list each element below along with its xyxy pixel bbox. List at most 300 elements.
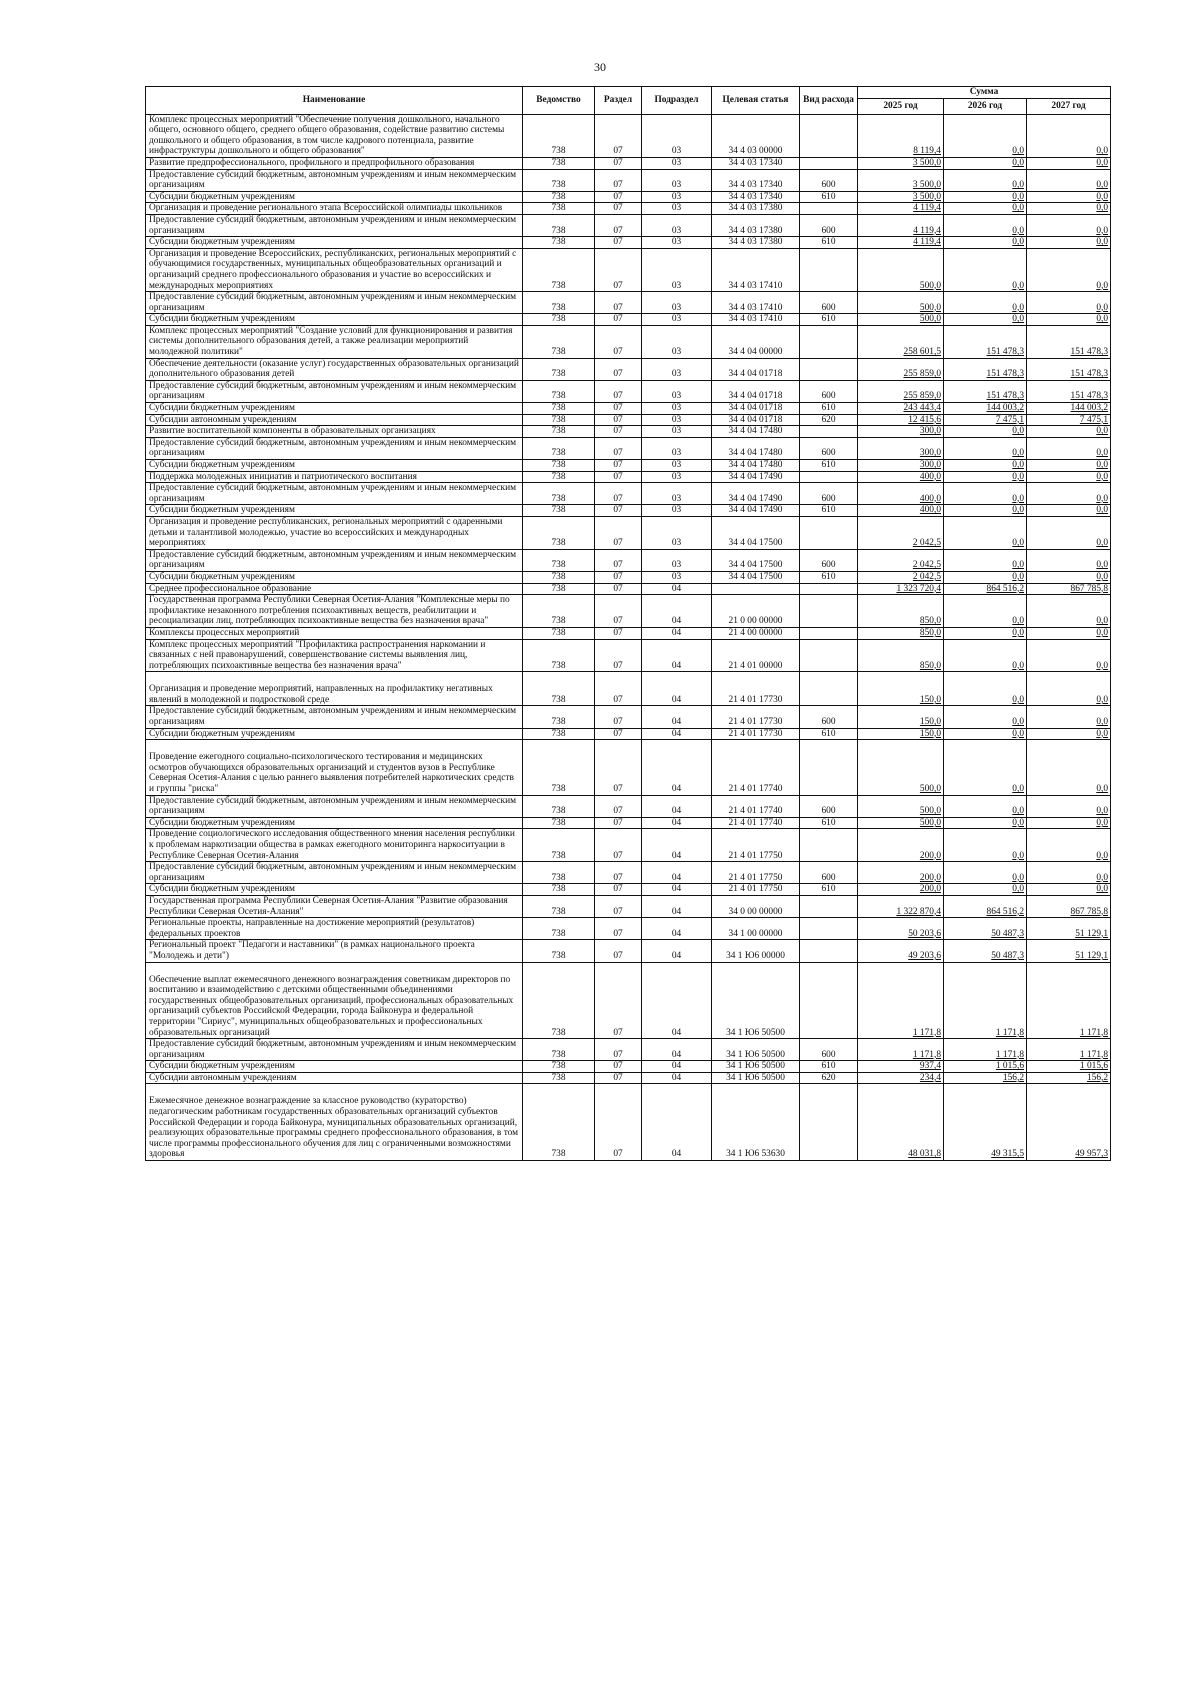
table-row <box>146 214 1111 236</box>
row-value-2025 <box>858 962 944 1039</box>
row-value-2025-text: 3 500,0 <box>912 157 941 168</box>
row-value-2025 <box>858 471 944 483</box>
table-row <box>146 203 1111 215</box>
row-section: 07 <box>595 437 642 459</box>
row-value-2026-text: 151 478,3 <box>986 369 1024 380</box>
row-value-2025-text: 300,0 <box>919 448 941 459</box>
row-value-2025 <box>858 403 944 415</box>
row-value-2027 <box>1027 918 1111 940</box>
row-value-2026 <box>944 829 1027 862</box>
row-value-2025-text: 850,0 <box>919 627 941 638</box>
row-value-2026-text: 0,0 <box>1012 728 1024 739</box>
row-target: 21 4 01 00000 <box>712 639 800 672</box>
row-value-2026 <box>944 314 1027 326</box>
row-value-2027 <box>1027 169 1111 191</box>
row-name: Развитие предпрофессионального, профильного и предпрофильного образования <box>146 157 523 169</box>
row-section: 07 <box>595 962 642 1039</box>
table-row <box>146 516 1111 549</box>
row-value-2026 <box>944 403 1027 415</box>
row-section: 07 <box>595 583 642 595</box>
row-section: 07 <box>595 862 642 884</box>
row-value-2027 <box>1027 516 1111 549</box>
row-target: 34 4 03 17340 <box>712 169 800 191</box>
row-value-2026 <box>944 740 1027 795</box>
table-row <box>146 426 1111 438</box>
row-value-2025 <box>858 895 944 917</box>
row-target: 34 4 04 17490 <box>712 483 800 505</box>
row-target: 34 4 03 17340 <box>712 191 800 203</box>
row-target: 34 4 03 17340 <box>712 157 800 169</box>
row-value-2025-text: 850,0 <box>919 616 941 627</box>
row-section: 07 <box>595 403 642 415</box>
row-value-2026 <box>944 728 1027 740</box>
row-subsection: 03 <box>642 505 712 517</box>
row-value-2027 <box>1027 817 1111 829</box>
row-value-2026-text: 0,0 <box>1012 237 1024 248</box>
row-expense-type <box>800 918 858 940</box>
row-value-2025 <box>858 1039 944 1061</box>
row-value-2027-text: 0,0 <box>1096 157 1109 168</box>
row-value-2025 <box>858 380 944 402</box>
row-name: Субсидии бюджетным учреждениям <box>146 191 523 203</box>
row-value-2025 <box>858 325 944 358</box>
row-section: 07 <box>595 595 642 628</box>
row-target: 21 4 01 17740 <box>712 740 800 795</box>
row-value-2027-text: 0,0 <box>1096 426 1109 437</box>
row-name: Проведение ежегодного социально-психологического тестирования и медицинских осмотров обучающихся образовательных организаций и студентов вузов в Республике Северная Осетия-Алания с целью раннего выявления потребителей наркотических средств и группы "риска" <box>146 740 523 795</box>
row-value-2027-text: 0,0 <box>1096 146 1109 157</box>
row-expense-type: 600 <box>800 380 858 402</box>
row-subsection: 04 <box>642 583 712 595</box>
row-value-2026-text: 50 487,3 <box>991 950 1024 961</box>
row-value-2025-text: 4 119,4 <box>913 203 941 214</box>
row-value-2027 <box>1027 940 1111 962</box>
row-name: Комплексы процессных мероприятий <box>146 627 523 639</box>
row-value-2025-text: 4 119,4 <box>913 225 941 236</box>
row-value-2027-text: 0,0 <box>1096 884 1109 895</box>
row-subsection: 04 <box>642 728 712 740</box>
row-value-2027-text: 0,0 <box>1096 627 1109 638</box>
row-value-2026-text: 0,0 <box>1012 784 1024 795</box>
row-name: Организация и проведение Всероссийских, республиканских, региональных мероприятий с обучающимися государственных, муниципальных общеобразовательных организаций и организаций среднего профессионального образования и участие во всероссийских и международных мероприятиях <box>146 248 523 291</box>
row-value-2025-text: 500,0 <box>919 280 941 291</box>
row-value-2025 <box>858 595 944 628</box>
row-expense-type: 610 <box>800 728 858 740</box>
table-row <box>146 1061 1111 1073</box>
row-target: 21 4 01 17730 <box>712 706 800 728</box>
row-subsection: 03 <box>642 203 712 215</box>
row-target: 34 4 04 17480 <box>712 460 800 472</box>
row-value-2026-text: 1 171,8 <box>995 1049 1024 1060</box>
row-value-2025 <box>858 740 944 795</box>
row-value-2025-text: 12 415,6 <box>908 414 941 425</box>
row-subsection: 03 <box>642 292 712 314</box>
row-dept: 738 <box>523 918 595 940</box>
table-row <box>146 314 1111 326</box>
row-subsection: 04 <box>642 795 712 817</box>
row-value-2026 <box>944 516 1027 549</box>
header-dept: Ведомство <box>523 87 595 115</box>
row-value-2026 <box>944 437 1027 459</box>
row-value-2026-text: 0,0 <box>1012 157 1024 168</box>
row-dept: 738 <box>523 817 595 829</box>
row-value-2026 <box>944 505 1027 517</box>
row-value-2026-text: 7 475,1 <box>995 414 1024 425</box>
row-name: Региональные проекты, направленные на достижение мероприятий (результатов) федеральных проектов <box>146 918 523 940</box>
row-section: 07 <box>595 248 642 291</box>
table-row <box>146 248 1111 291</box>
row-value-2026 <box>944 627 1027 639</box>
row-dept: 738 <box>523 795 595 817</box>
row-value-2027-text: 0,0 <box>1096 571 1109 582</box>
row-target <box>712 583 800 595</box>
row-value-2027 <box>1027 795 1111 817</box>
table-row <box>146 627 1111 639</box>
row-value-2026 <box>944 884 1027 896</box>
row-value-2027-text: 151 478,3 <box>1070 347 1109 358</box>
row-name: Субсидии автономным учреждениям <box>146 414 523 426</box>
row-value-2027 <box>1027 314 1111 326</box>
row-value-2026 <box>944 292 1027 314</box>
row-value-2025-text: 1 322 870,4 <box>896 906 941 917</box>
row-value-2027-text: 51 129,1 <box>1075 928 1109 939</box>
row-dept: 738 <box>523 214 595 236</box>
row-dept: 738 <box>523 829 595 862</box>
table-row <box>146 437 1111 459</box>
row-name: Субсидии бюджетным учреждениям <box>146 505 523 517</box>
row-subsection: 04 <box>642 940 712 962</box>
row-value-2026 <box>944 483 1027 505</box>
row-value-2026 <box>944 583 1027 595</box>
row-value-2027 <box>1027 157 1111 169</box>
row-value-2026 <box>944 706 1027 728</box>
row-value-2026-text: 0,0 <box>1012 560 1024 571</box>
row-expense-type <box>800 248 858 291</box>
table-row <box>146 862 1111 884</box>
row-value-2025 <box>858 639 944 672</box>
budget-table <box>145 86 1111 1161</box>
table-row <box>146 595 1111 628</box>
table-row <box>146 940 1111 962</box>
row-target: 34 4 04 01718 <box>712 414 800 426</box>
row-value-2026 <box>944 918 1027 940</box>
row-value-2027 <box>1027 884 1111 896</box>
row-value-2027-text: 0,0 <box>1096 448 1109 459</box>
row-value-2026-text: 0,0 <box>1012 314 1024 325</box>
row-value-2025 <box>858 414 944 426</box>
row-value-2026 <box>944 962 1027 1039</box>
row-value-2025 <box>858 248 944 291</box>
row-expense-type <box>800 114 858 157</box>
row-expense-type: 620 <box>800 414 858 426</box>
row-expense-type: 600 <box>800 549 858 571</box>
row-expense-type: 610 <box>800 817 858 829</box>
row-value-2025-text: 200,0 <box>919 872 941 883</box>
row-name: Субсидии бюджетным учреждениям <box>146 884 523 896</box>
row-name: Предоставление субсидий бюджетным, автономным учреждениям и иным некоммерческим организациям <box>146 862 523 884</box>
row-subsection: 04 <box>642 1061 712 1073</box>
header-sum: Сумма <box>858 87 1111 99</box>
row-value-2025 <box>858 516 944 549</box>
row-expense-type: 610 <box>800 191 858 203</box>
row-subsection: 03 <box>642 516 712 549</box>
row-value-2026 <box>944 214 1027 236</box>
row-subsection: 03 <box>642 248 712 291</box>
row-value-2027-text: 0,0 <box>1096 191 1109 202</box>
row-value-2025 <box>858 437 944 459</box>
row-name: Субсидии бюджетным учреждениям <box>146 817 523 829</box>
row-name: Среднее профессиональное образование <box>146 583 523 595</box>
row-value-2025 <box>858 549 944 571</box>
row-dept: 738 <box>523 460 595 472</box>
row-target: 34 4 03 17380 <box>712 203 800 215</box>
header-expense-type: Вид расхода <box>800 87 858 115</box>
row-dept: 738 <box>523 314 595 326</box>
row-subsection: 04 <box>642 595 712 628</box>
row-value-2027 <box>1027 380 1111 402</box>
row-value-2025 <box>858 483 944 505</box>
row-value-2025 <box>858 1061 944 1073</box>
row-value-2025-text: 150,0 <box>919 728 941 739</box>
row-section: 07 <box>595 157 642 169</box>
row-value-2025-text: 8 119,4 <box>913 146 941 157</box>
row-value-2027 <box>1027 325 1111 358</box>
row-expense-type: 600 <box>800 795 858 817</box>
row-dept: 738 <box>523 292 595 314</box>
row-value-2025-text: 258 601,5 <box>903 347 941 358</box>
row-name: Предоставление субсидий бюджетным, автономным учреждениям и иным некоммерческим организациям <box>146 437 523 459</box>
row-target: 34 4 03 17380 <box>712 214 800 236</box>
row-value-2027-text: 0,0 <box>1096 717 1109 728</box>
row-expense-type <box>800 940 858 962</box>
row-expense-type: 600 <box>800 483 858 505</box>
row-target: 34 4 04 17500 <box>712 549 800 571</box>
row-value-2025-text: 500,0 <box>919 302 941 313</box>
row-value-2027 <box>1027 114 1111 157</box>
row-expense-type: 610 <box>800 314 858 326</box>
row-target: 34 1 Ю6 53630 <box>712 1084 800 1161</box>
header-subsection: Подраздел <box>642 87 712 115</box>
table-row <box>146 157 1111 169</box>
row-target: 21 4 01 17750 <box>712 884 800 896</box>
table-row <box>146 1072 1111 1084</box>
row-value-2026-text: 0,0 <box>1012 460 1024 470</box>
header-year-2026: 2026 год <box>944 98 1027 114</box>
row-expense-type <box>800 203 858 215</box>
row-subsection: 04 <box>642 962 712 1039</box>
row-value-2027-text: 1 015,6 <box>1079 1061 1109 1072</box>
row-value-2026-text: 0,0 <box>1012 426 1024 437</box>
row-name: Комплекс процессных мероприятий "Создание условий для функционирования и развития системы дополнительного образования детей, а также реализации мероприятий молодежной политики" <box>146 325 523 358</box>
table-row <box>146 895 1111 917</box>
row-expense-type <box>800 358 858 380</box>
row-name: Субсидии бюджетным учреждениям <box>146 403 523 415</box>
row-value-2025 <box>858 862 944 884</box>
row-value-2025-text: 3 500,0 <box>912 180 941 191</box>
row-value-2027 <box>1027 706 1111 728</box>
row-value-2025 <box>858 817 944 829</box>
row-value-2025 <box>858 1084 944 1161</box>
row-subsection: 04 <box>642 895 712 917</box>
row-value-2026-text: 0,0 <box>1012 616 1024 627</box>
row-target: 34 1 Ю6 50500 <box>712 962 800 1039</box>
row-value-2026-text: 864 516,2 <box>986 906 1024 917</box>
row-section: 07 <box>595 214 642 236</box>
row-name: Организация и проведение республиканских, региональных мероприятий с одаренными детьми и талантливой молодежью, участие во всероссийских и международных мероприятиях <box>146 516 523 549</box>
row-subsection: 03 <box>642 358 712 380</box>
row-target: 34 1 Ю6 50500 <box>712 1061 800 1073</box>
row-name: Государственная программа Республики Северная Осетия-Алания "Развитие образования Республики Северная Осетия-Алания" <box>146 895 523 917</box>
row-value-2026 <box>944 817 1027 829</box>
row-name: Субсидии бюджетным учреждениям <box>146 460 523 472</box>
table-row <box>146 918 1111 940</box>
row-section: 07 <box>595 471 642 483</box>
row-expense-type: 600 <box>800 214 858 236</box>
row-value-2025-text: 300,0 <box>919 426 941 437</box>
row-subsection: 04 <box>642 918 712 940</box>
row-value-2026-text: 0,0 <box>1012 471 1024 482</box>
row-value-2026-text: 156,2 <box>1002 1072 1024 1083</box>
row-value-2027 <box>1027 595 1111 628</box>
row-value-2027-text: 0,0 <box>1096 471 1109 482</box>
row-value-2025-text: 1 323 720,4 <box>896 583 941 594</box>
row-section: 07 <box>595 895 642 917</box>
row-section: 07 <box>595 829 642 862</box>
row-value-2026 <box>944 895 1027 917</box>
page-number: 30 <box>594 60 606 74</box>
row-name: Государственная программа Республики Северная Осетия-Алания "Комплексные меры по профилактике незаконного потребления психоактивных веществ, реабилитации и ресоциализации лиц, потребляющих психоактивные вещества без назначения врача" <box>146 595 523 628</box>
row-value-2027-text: 0,0 <box>1096 560 1109 571</box>
row-name: Субсидии бюджетным учреждениям <box>146 571 523 583</box>
row-dept: 738 <box>523 639 595 672</box>
row-section: 07 <box>595 380 642 402</box>
row-name: Развитие воспитательной компоненты в образовательных организациях <box>146 426 523 438</box>
row-section: 07 <box>595 549 642 571</box>
row-dept: 738 <box>523 157 595 169</box>
row-value-2027-text: 0,0 <box>1096 314 1109 325</box>
row-target: 34 4 04 17490 <box>712 471 800 483</box>
row-subsection: 03 <box>642 325 712 358</box>
row-dept: 738 <box>523 471 595 483</box>
row-value-2025-text: 2 042,5 <box>912 571 941 582</box>
row-name: Обеспечение деятельности (оказание услуг) государственных образовательных организаций дополнительного образования детей <box>146 358 523 380</box>
row-value-2025 <box>858 1072 944 1084</box>
row-value-2027-text: 0,0 <box>1096 225 1109 236</box>
row-section: 07 <box>595 358 642 380</box>
row-name: Комплекс процессных мероприятий "Профилактика распространения наркомании и связанных с ней правонарушений, совершенствование системы выявления лиц, потребляющих психоактивные вещества без назначения врача" <box>146 639 523 672</box>
row-target: 21 4 01 17730 <box>712 672 800 706</box>
row-dept: 738 <box>523 437 595 459</box>
row-value-2026-text: 49 315,5 <box>991 1149 1024 1160</box>
row-value-2027 <box>1027 237 1111 249</box>
row-value-2025 <box>858 460 944 472</box>
row-section: 07 <box>595 571 642 583</box>
row-subsection: 04 <box>642 706 712 728</box>
row-subsection: 03 <box>642 460 712 472</box>
row-expense-type <box>800 426 858 438</box>
row-section: 07 <box>595 918 642 940</box>
row-value-2026 <box>944 1061 1027 1073</box>
row-value-2027 <box>1027 728 1111 740</box>
row-dept: 738 <box>523 1039 595 1061</box>
row-value-2027-text: 151 478,3 <box>1070 369 1109 380</box>
row-expense-type <box>800 471 858 483</box>
row-name: Обеспечение выплат ежемесячного денежного вознаграждения советникам директоров по воспитанию и взаимодействию с детскими общественными объединениями государственных общеобразовательных организаций, профессиональных образовательных организаций субъектов Российской Федерации, города Байконура и федеральной территории "Сириус", муниципальных общеобразовательных и профессиональных образовательных организаций <box>146 962 523 1039</box>
row-dept: 738 <box>523 728 595 740</box>
row-expense-type: 610 <box>800 884 858 896</box>
row-value-2026-text: 0,0 <box>1012 225 1024 236</box>
row-section: 07 <box>595 1039 642 1061</box>
row-value-2025-text: 2 042,5 <box>912 538 941 549</box>
row-value-2026-text: 151 478,3 <box>986 347 1024 358</box>
row-section: 07 <box>595 884 642 896</box>
row-value-2025-text: 243 443,4 <box>903 403 941 414</box>
row-value-2025 <box>858 114 944 157</box>
row-value-2027-text: 0,0 <box>1096 493 1109 504</box>
row-value-2026-text: 0,0 <box>1012 493 1024 504</box>
row-expense-type <box>800 672 858 706</box>
row-name: Поддержка молодежных инициатив и патриотического воспитания <box>146 471 523 483</box>
header-name: Наименование <box>146 87 523 115</box>
row-value-2027-text: 0,0 <box>1096 850 1109 861</box>
row-value-2027 <box>1027 862 1111 884</box>
row-dept: 738 <box>523 940 595 962</box>
table-row <box>146 1084 1111 1161</box>
row-value-2025 <box>858 672 944 706</box>
row-value-2027 <box>1027 672 1111 706</box>
row-value-2026 <box>944 795 1027 817</box>
row-value-2025-text: 255 859,0 <box>903 391 941 402</box>
row-name: Предоставление субсидий бюджетным, автономным учреждениям и иным некоммерческим организациям <box>146 549 523 571</box>
row-dept: 738 <box>523 505 595 517</box>
row-value-2025-text: 3 500,0 <box>912 191 941 202</box>
row-target: 34 1 00 00000 <box>712 918 800 940</box>
row-name: Предоставление субсидий бюджетным, автономным учреждениям и иным некоммерческим организациям <box>146 706 523 728</box>
row-value-2026 <box>944 414 1027 426</box>
row-name: Субсидии автономным учреждениям <box>146 1072 523 1084</box>
row-value-2026 <box>944 471 1027 483</box>
row-subsection: 04 <box>642 1039 712 1061</box>
row-name: Предоставление субсидий бюджетным, автономным учреждениям и иным некоммерческим организациям <box>146 214 523 236</box>
row-value-2025 <box>858 829 944 862</box>
row-value-2027-text: 7 475,1 <box>1079 414 1109 425</box>
row-value-2026 <box>944 191 1027 203</box>
row-section: 07 <box>595 740 642 795</box>
table-row <box>146 505 1111 517</box>
row-name: Субсидии бюджетным учреждениям <box>146 728 523 740</box>
row-expense-type <box>800 516 858 549</box>
row-expense-type <box>800 325 858 358</box>
row-subsection: 04 <box>642 862 712 884</box>
row-target: 34 4 03 17410 <box>712 292 800 314</box>
row-value-2026-text: 0,0 <box>1012 717 1024 728</box>
table-row <box>146 191 1111 203</box>
table-row <box>146 358 1111 380</box>
row-section: 07 <box>595 505 642 517</box>
row-dept: 738 <box>523 516 595 549</box>
row-target: 34 4 04 01718 <box>712 403 800 415</box>
row-subsection: 03 <box>642 403 712 415</box>
row-target: 34 4 04 01718 <box>712 380 800 402</box>
row-dept: 738 <box>523 1072 595 1084</box>
row-value-2025-text: 200,0 <box>919 884 941 895</box>
row-section: 07 <box>595 237 642 249</box>
row-name: Предоставление субсидий бюджетным, автономным учреждениям и иным некоммерческим организациям <box>146 795 523 817</box>
row-dept: 738 <box>523 549 595 571</box>
row-target: 34 1 Ю6 00000 <box>712 940 800 962</box>
row-value-2027-text: 0,0 <box>1096 694 1109 705</box>
row-subsection: 04 <box>642 1084 712 1161</box>
